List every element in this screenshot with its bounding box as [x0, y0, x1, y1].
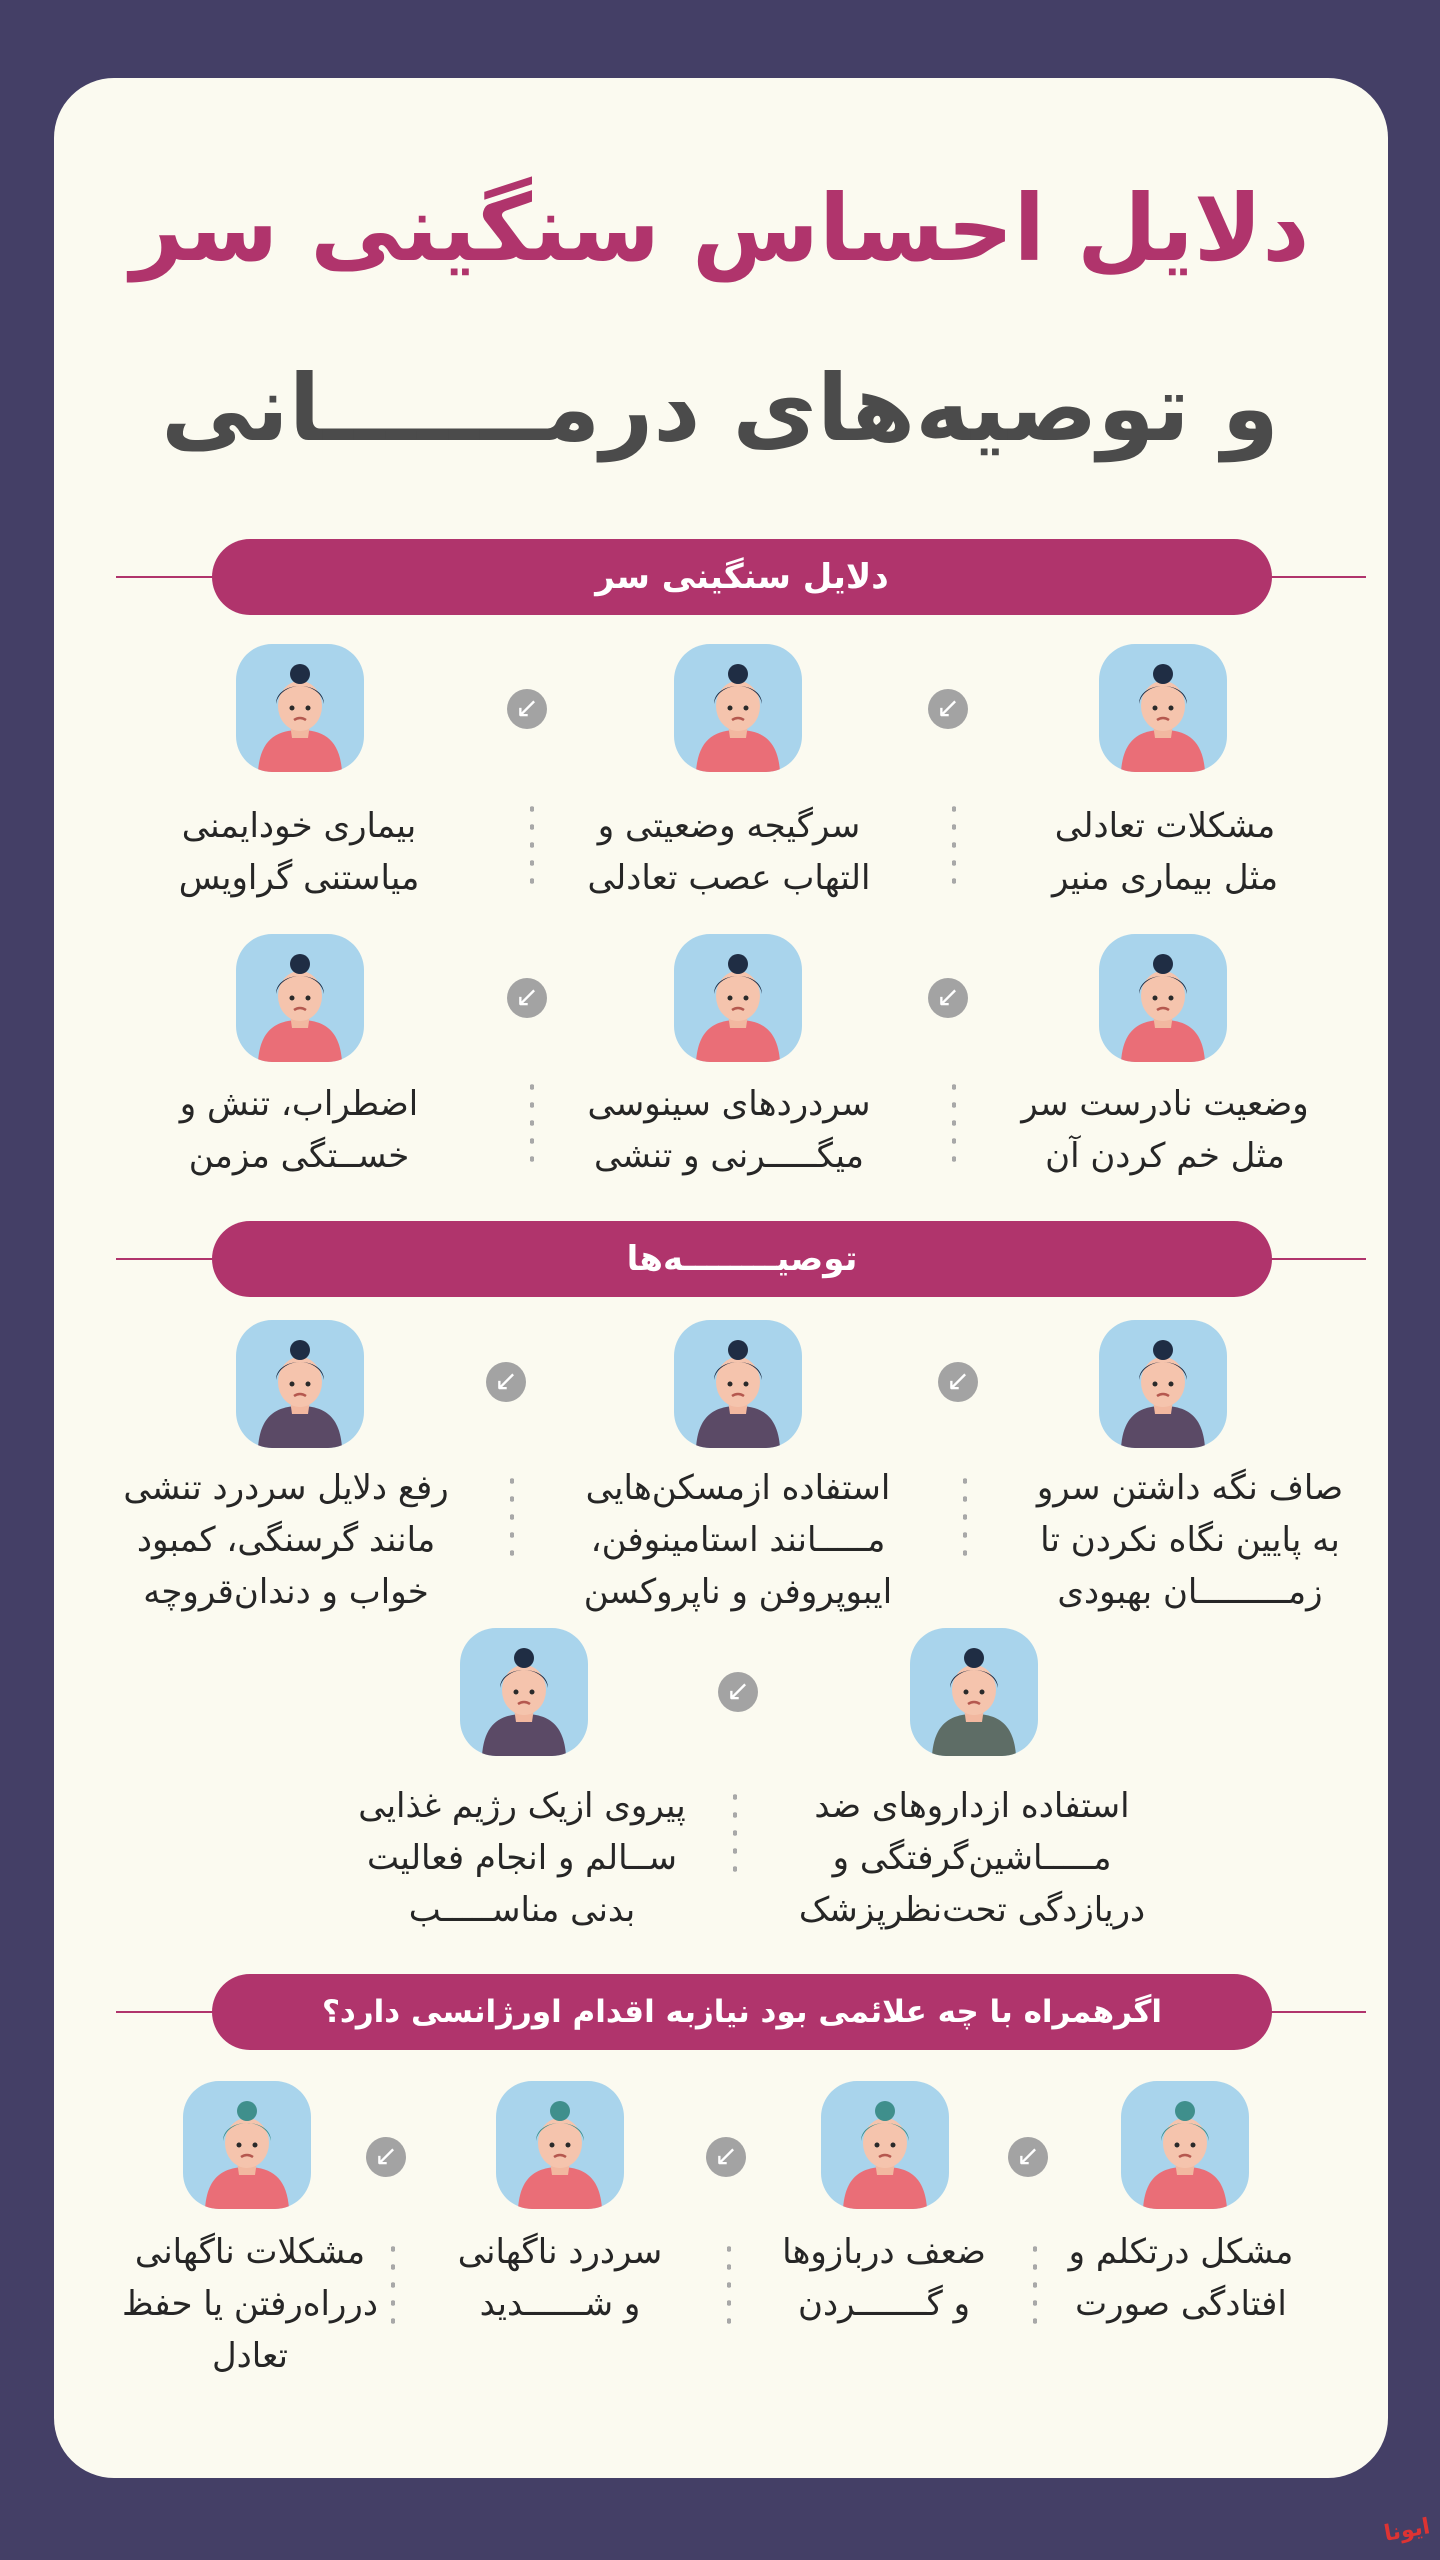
- woman-sleepy-icon: [1099, 934, 1227, 1062]
- arrow-down-left-icon: ↙: [507, 689, 547, 729]
- dotted-separator: [727, 2240, 731, 2330]
- emergency-caption: مشکل درتکلم و افتادگی صورت: [1068, 2232, 1294, 2324]
- cause-caption: سرگیجه وضعیتی و التهاب عصب تعادلی: [587, 806, 871, 898]
- woman-unbalanced-icon: [183, 2081, 311, 2209]
- recommendation-caption: رفع دلایل سردرد تنشی مانند گرسنگی، کمبود خواب و دندان‌قروچه: [123, 1468, 449, 1612]
- arrow-down-left-icon: ↙: [366, 2137, 406, 2177]
- woman-dizzy-icon: [1099, 644, 1227, 772]
- dotted-separator: [952, 800, 956, 890]
- recommendation-caption: صاف نگه داشتن سرو به پایین نگاه نکردن تا زمـــــــــان بهبودی: [1036, 1468, 1344, 1612]
- woman-sitting-icon: [910, 1628, 1038, 1756]
- woman-tired-icon: [236, 644, 364, 772]
- woman-severe-headache-icon: [496, 2081, 624, 2209]
- woman-pill-icon: [674, 1320, 802, 1448]
- arrow-down-left-icon: ↙: [928, 978, 968, 1018]
- dotted-separator: [510, 1472, 514, 1562]
- emergency-caption: ضعف دربازوها و گـــــــردن: [782, 2232, 986, 2324]
- dotted-separator: [733, 1788, 737, 1878]
- recommendation-caption: استفاده ازمسکن‌هایی مـــــانند استامینوفن، ایبوپروفن و ناپروکسن: [583, 1468, 893, 1612]
- woman-face-droop-icon: [1121, 2081, 1249, 2209]
- arrow-down-left-icon: ↙: [718, 1672, 758, 1712]
- arrow-down-left-icon: ↙: [938, 1362, 978, 1402]
- title-line-2: و توصیه‌های درمـــــــانی: [161, 355, 1279, 462]
- title-line-1: دلایل احساس سنگینی سر: [130, 175, 1310, 282]
- woman-thinking-icon: [1099, 1320, 1227, 1448]
- emergency-caption: مشکلات ناگهانی درراه‌رفتن یا حفظ تعادل: [122, 2232, 378, 2376]
- dotted-separator: [530, 800, 534, 890]
- cause-caption: سردردهای سینوسی میگـــــرنی و تنشی: [587, 1084, 871, 1176]
- cause-caption: اضطراب، تنش و خســتگی مزمن: [179, 1084, 419, 1176]
- dotted-separator: [963, 1472, 967, 1562]
- woman-anxious-icon: [236, 934, 364, 1062]
- arrow-down-left-icon: ↙: [1008, 2137, 1048, 2177]
- arrow-down-left-icon: ↙: [507, 978, 547, 1018]
- arrow-down-left-icon: ↙: [486, 1362, 526, 1402]
- cause-caption: مشکلات تعادلی مثل بیماری منیر: [1051, 806, 1279, 898]
- section-heading-recommendations: توصیــــــــه‌ها: [212, 1221, 1272, 1297]
- emergency-caption: سردرد ناگهانی و شــــــدید: [457, 2232, 663, 2324]
- recommendation-caption: استفاده ازداروهای ضد مـــــاشین‌گرفتگی و دریازدگی تحت‌نظرپزشک: [798, 1786, 1146, 1930]
- dotted-separator: [391, 2240, 395, 2330]
- arrow-down-left-icon: ↙: [928, 689, 968, 729]
- woman-weak-arms-icon: [821, 2081, 949, 2209]
- recommendation-caption: پیروی ازیک رژیم غذایی ســالم و انجام فعالیت بدنی مناســـــب: [358, 1786, 686, 1930]
- section-heading-emergency: اگرهمراه با چه علائمی بود نیازبه اقدام اورژانسی دارد؟: [212, 1974, 1272, 2050]
- arrow-down-left-icon: ↙: [706, 2137, 746, 2177]
- watermark-logo: ایونا: [1382, 2514, 1432, 2547]
- dotted-separator: [1033, 2240, 1037, 2330]
- dotted-separator: [530, 1078, 534, 1168]
- cause-caption: وضعیت نادرست سر مثل خم کردن آن: [1021, 1084, 1309, 1176]
- section-heading-causes: دلایل سنگینی سر: [212, 539, 1272, 615]
- cause-caption: بیماری خودایمنی میاستنی گراویس: [178, 806, 420, 898]
- woman-migraine-icon: [674, 934, 802, 1062]
- woman-headache-icon: [674, 644, 802, 772]
- dotted-separator: [952, 1078, 956, 1168]
- woman-eating-icon: [460, 1628, 588, 1756]
- woman-stressed-icon: [236, 1320, 364, 1448]
